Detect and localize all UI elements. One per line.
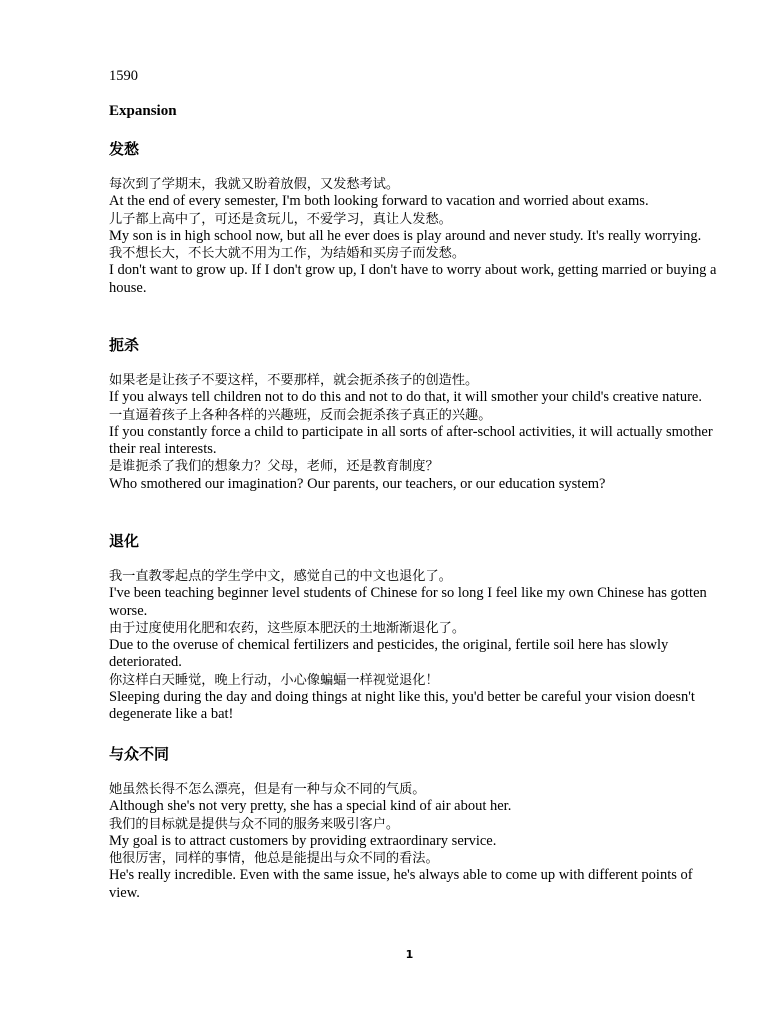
example-chinese: 我不想长大，不长大就不用为工作，为结婚和买房子而发愁。 — [109, 246, 466, 262]
example-chinese: 如果老是让孩子不要这样，不要那样，就会扼杀孩子的创造性。 — [109, 373, 479, 388]
example-chinese: 儿子都上高中了，可还是贪玩儿，不爱学习，真让人发愁。 — [109, 211, 452, 227]
example-chinese: 是谁扼杀了我们的想象力？父母，老师，还是教育制度？ — [109, 459, 439, 475]
example-chinese: 我一直教零起点的学生学中文，感觉自己的中文也退化了。 — [109, 569, 452, 584]
example-chinese: 每次到了学期末，我就又盼着放假，又发愁考试。 — [109, 177, 400, 192]
vocab-section — [109, 140, 719, 297]
example-chinese: 她虽然长得不怎么漂亮，但是有一种与众不同的气质。 — [109, 782, 426, 797]
example-english: I don't want to grow up. If I don't grow up, I don't have to worry about work, getting married or buying a house. — [109, 262, 717, 296]
example-chinese: 他很厉害，同样的事情，他总是能提出与众不同的看法。 — [109, 851, 439, 867]
example-english: He's really incredible. Even with the same issue, he's always able to come up with different points of view. — [109, 867, 693, 901]
page-number: 1 — [405, 948, 414, 961]
document-number: 1590 — [109, 68, 138, 84]
example-english: Sleeping during the day and doing things at night like this, you'd better be careful your vision doesn't degenerate like a bat! — [109, 689, 695, 723]
example-english: My son is in high school now, but all he ever does is play around and never study. It's really worrying. — [109, 227, 702, 244]
example-english: Although she's not very pretty, she has a special kind of air about her. — [109, 798, 512, 815]
example-english: Due to the overuse of chemical fertilizers and pesticides, the original, fertile soil here has slowly deteriorated. — [109, 637, 669, 671]
example-chinese: 你这样白天睡觉，晚上行动，小心像蝙蝠一样视觉退化！ — [109, 672, 439, 688]
vocab-section — [109, 532, 719, 724]
example-chinese: 一直逼着孩子上各种各样的兴趣班，反而会扼杀孩子真正的兴趣。 — [109, 407, 492, 423]
vocab-section — [109, 336, 719, 493]
section-title: 与众不同 — [109, 745, 170, 763]
vocab-section — [109, 745, 719, 902]
example-english: If you constantly force a child to participate in all sorts of after-school activities, it will actually smother their real interests. — [109, 423, 713, 458]
example-chinese: 我们的目标就是提供与众不同的服务来吸引客户。 — [109, 816, 400, 832]
section-title: 退化 — [109, 532, 140, 550]
example-chinese: 由于过度使用化肥和农药，这些原本肥沃的土地渐渐退化了。 — [109, 620, 466, 636]
example-english: If you always tell children not to do this and not to do that, it will smother your child's creative nature. — [109, 389, 702, 406]
section-title: 扼杀 — [109, 336, 140, 354]
example-english: At the end of every semester, I'm both looking forward to vacation and worried about exams. — [109, 193, 649, 210]
document-page — [109, 0, 719, 1024]
example-english: My goal is to attract customers by providing extraordinary service. — [109, 832, 497, 849]
section-title: 发愁 — [109, 140, 140, 158]
document-heading: Expansion — [109, 103, 177, 119]
example-english: I've been teaching beginner level students of Chinese for so long I feel like my own Chinese has gotten worse. — [109, 585, 707, 619]
example-english: Who smothered our imagination? Our parents, our teachers, or our education system? — [109, 475, 606, 492]
